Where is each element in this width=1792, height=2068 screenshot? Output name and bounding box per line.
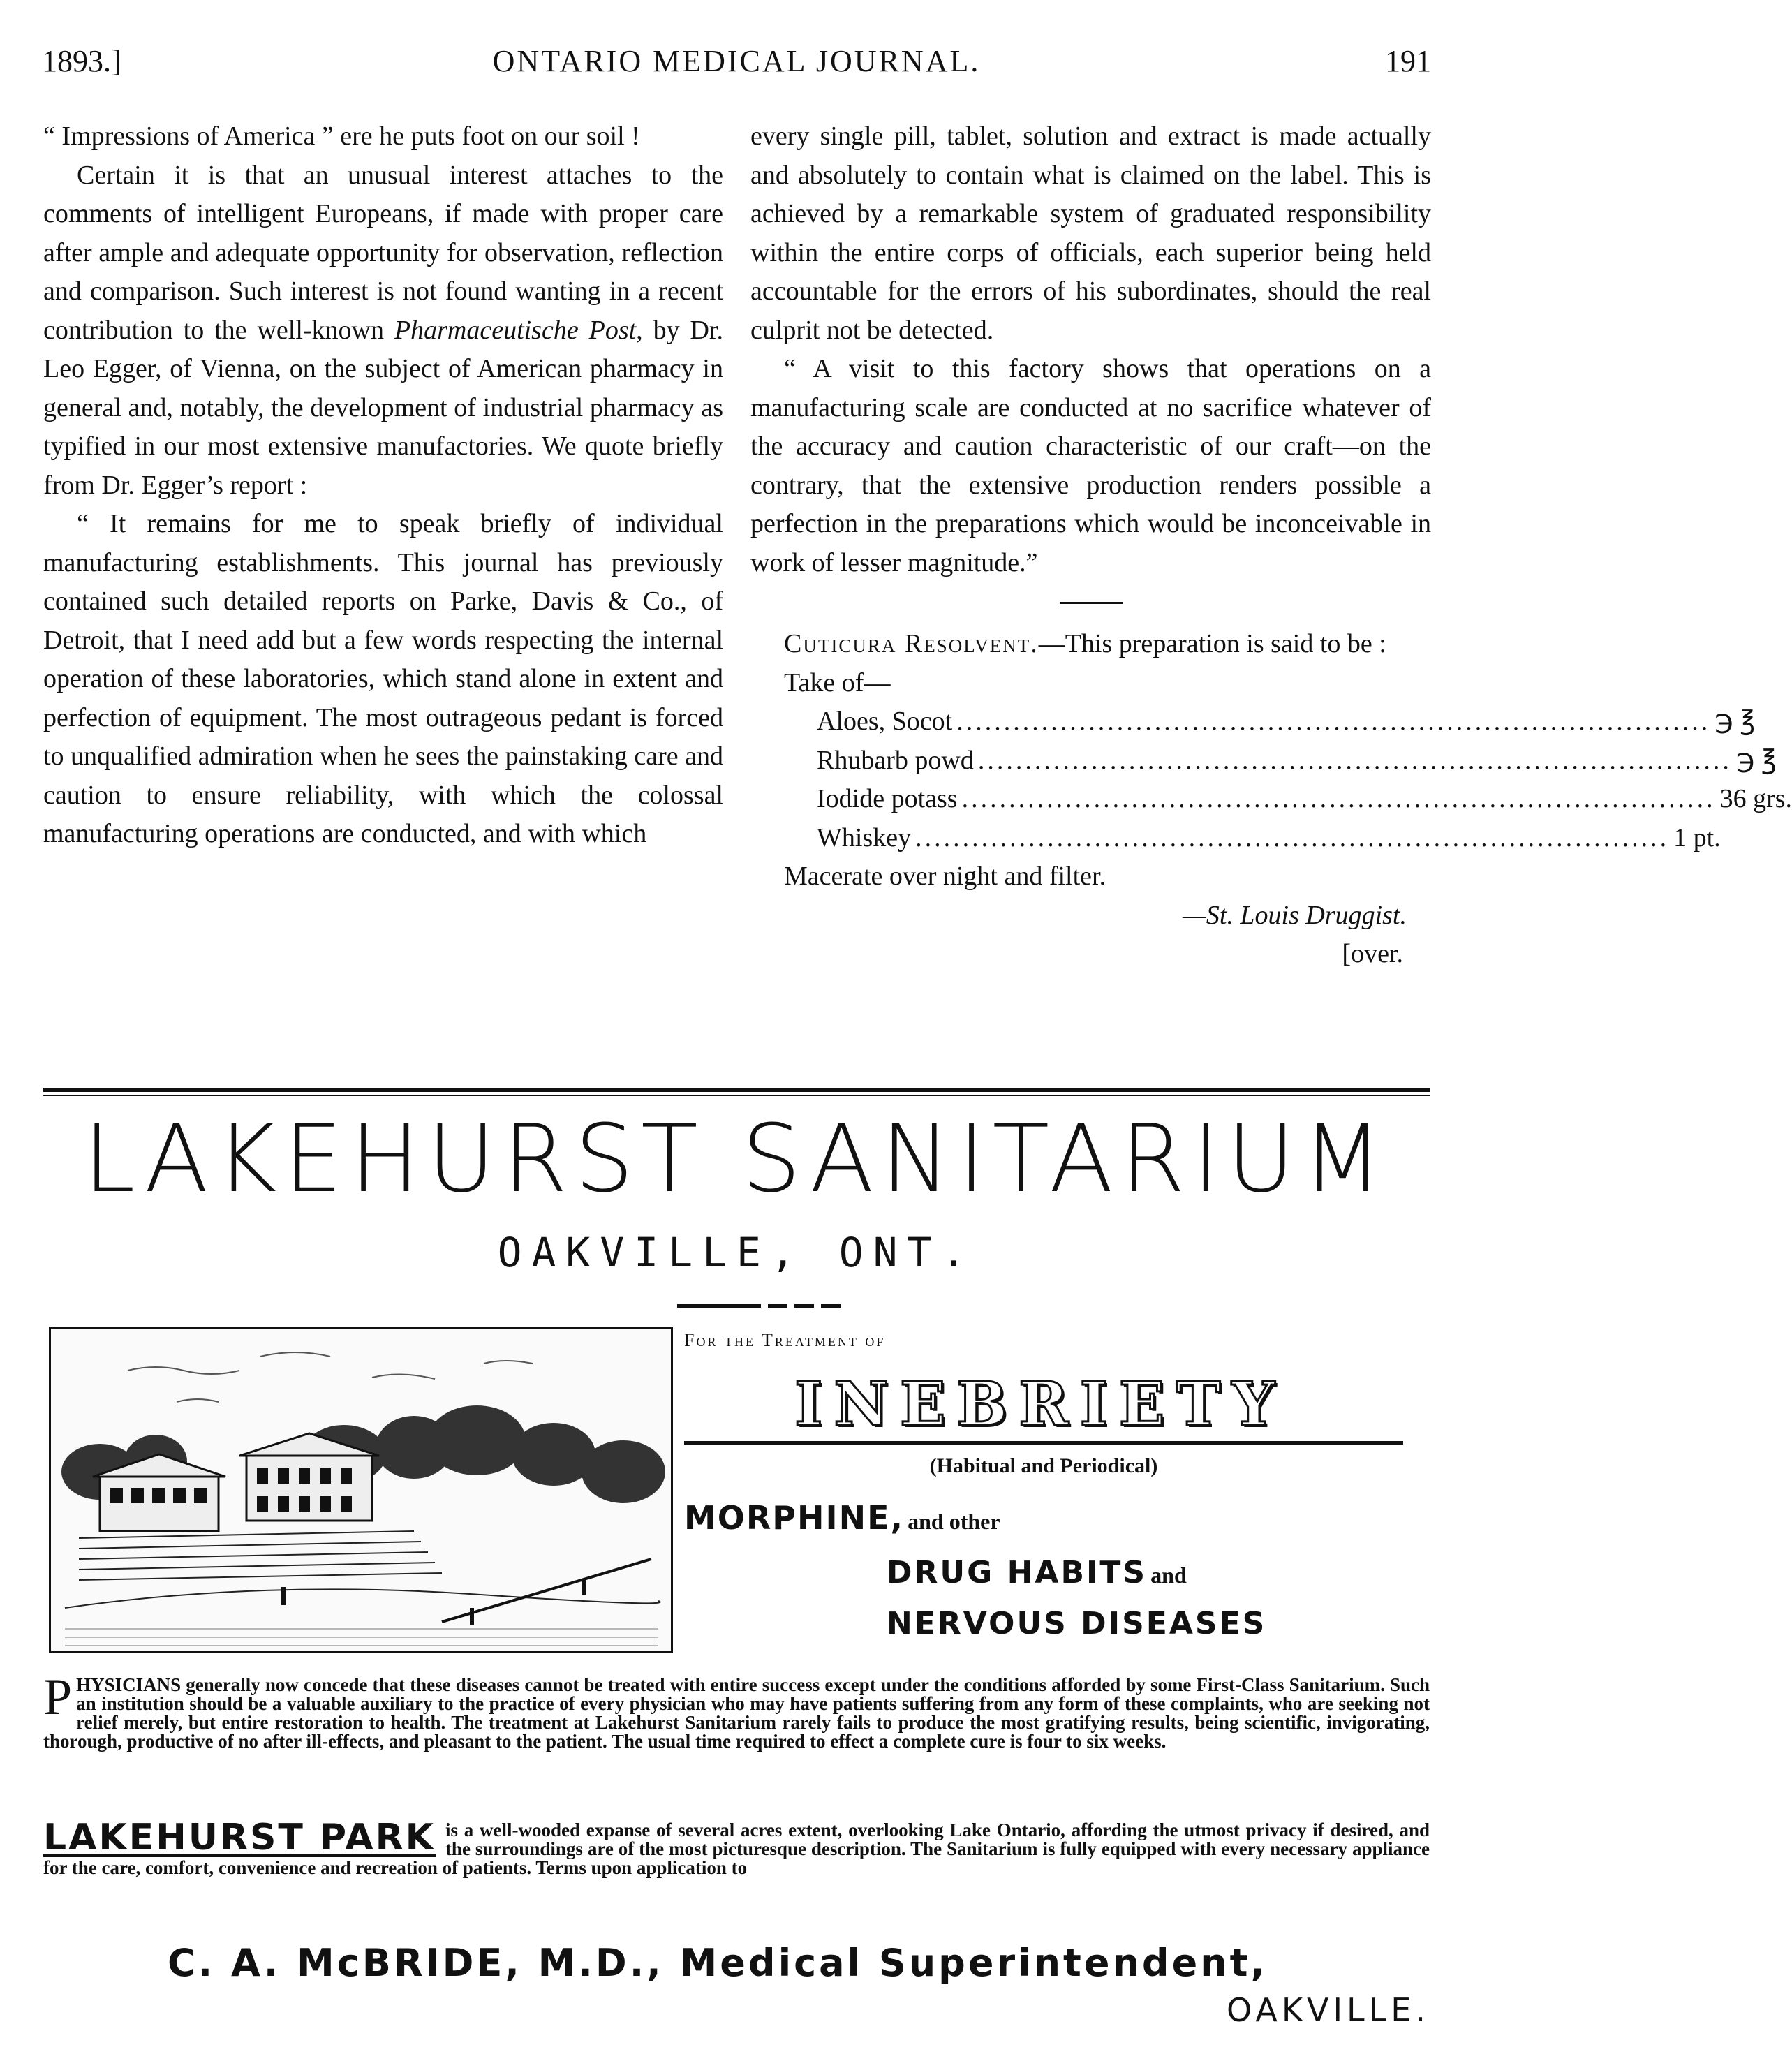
park-title: LAKEHURST PARK [43, 1817, 436, 1859]
terrace-line [79, 1552, 428, 1559]
tree [582, 1440, 665, 1503]
recipe-take-of: Take of— [784, 667, 891, 697]
ingredient-name: Rhubarb powd [817, 745, 974, 775]
terrace-line [79, 1542, 421, 1549]
window [173, 1488, 186, 1503]
header-year: 1893.] [42, 44, 121, 78]
window [341, 1496, 352, 1512]
separator-thin-rule [43, 1095, 1430, 1096]
for-treatment-label: For the Treatment of [684, 1330, 886, 1350]
park-paragraph [43, 1817, 1430, 1878]
dot-leader: ................................................................................ [915, 822, 1670, 852]
terrace-line [79, 1563, 435, 1570]
paragraph-text: Certain it is that an unusual interest attaches to the comments of intelligent Europeans, if made with proper care after ample and adequate opportunity for observation, reflection and comparison. Such interest is not found wanting in a recent contribution to the well-known [43, 160, 723, 345]
dash [677, 1304, 761, 1308]
paragraph-egger-quote: “ It remains for me to speak briefly of individual manufacturing establishments. This journal has previously contained such detailed reports on Parke, Davis & Co., of Detroit, that I need add but a few words respecting the internal operation of these laboratories, which stand alone in extent and perfection of equipment. The most outrageous pedant is forced to unqualified admiration when he sees the painstaking care and caution to ensure reliability, with which the colossal manufacturing operations are conducted, and with which [43, 509, 723, 848]
dash [794, 1304, 814, 1308]
recipe-heading-line [750, 625, 1431, 664]
dot-leader: ................................................................................ [961, 784, 1716, 813]
window [320, 1496, 331, 1512]
page-turn-marker: [over. [1342, 939, 1403, 968]
and-other-word: and other [908, 1508, 1000, 1534]
paragraph-text: , by Dr. Leo Egger, of Vienna, on the subject of American pharmacy in general and, notably, the development of industrial pharmacy as typified in our most extensive manufactories. We quote briefly from Dr. Egger’s report : [43, 315, 723, 500]
nervous-diseases-line: NERVOUS DISEASES [887, 1605, 1267, 1641]
cloud [484, 1361, 533, 1364]
recipe-ingredient [817, 780, 1792, 819]
section-divider [1060, 602, 1123, 604]
dash [821, 1304, 841, 1308]
paragraph-continuation: every single pill, tablet, solution and extract is made actually and absolutely to contain what is claimed on the label. This is achieved by a remarkable system of graduated responsibility within the entire corps of officials, each superior being held accountable for the errors of his subordinates, should the real culprit not be detected. [750, 121, 1431, 345]
window [257, 1496, 268, 1512]
inebriety-underline [684, 1441, 1403, 1445]
recipe-title: Cuticura Resolvent. [784, 629, 1039, 658]
ad-ornament-dashes [677, 1304, 887, 1308]
ingredient-quantity: ℈ ℥ [1735, 745, 1777, 775]
header-journal-title: ONTARIO MEDICAL JOURNAL. [492, 44, 981, 78]
physicians-text: HYSICIANS generally now concede that these diseases cannot be treated with entire success except under the conditions afforded by some First-Class Sanitarium. Such an institution should be a valuable auxiliary to the practice of every physician who may have patients suffering from any form of these complaints, who are seeking not relief merely, but entire restoration to health. The treatment at Lakehurst Sanitarium rarely fails to produce the most gratifying results, being scientific, invigorating, thorough, productive of no after ill-effects, and pleasant to the patient. The usual time required to effect a complete cure is four to six weeks. [43, 1674, 1430, 1752]
advertisement-separator [43, 1088, 1430, 1096]
figure [470, 1608, 474, 1625]
and-word: and [1150, 1562, 1187, 1588]
ad-title: LAKEHURST SANITARIUM [83, 1105, 1390, 1213]
superintendent-signature: C. A. McBRIDE, M.D., Medical Superintendent, [168, 1941, 1268, 1985]
recipe-ingredient [817, 702, 1756, 741]
window [131, 1488, 144, 1503]
drug-habits-word: DRUG HABITS [887, 1554, 1148, 1590]
ad-location: OAKVILLE, ONT. [497, 1229, 976, 1276]
cloud [372, 1374, 435, 1379]
sanitarium-illustration-svg [51, 1329, 671, 1651]
paragraph-factory-visit: “ A visit to this factory shows that operations on a manufacturing scale are conducted at no sacrifice whatever of the accuracy and caution characteristic of our craft—on the contrary, that the extensive production renders possible a perfection in the preparations which would be inconceivable in work of lesser magnitude.” [750, 354, 1431, 577]
window [278, 1496, 289, 1512]
header-page-number: 191 [1385, 44, 1431, 78]
window [299, 1468, 310, 1484]
figures [281, 1580, 586, 1625]
window [152, 1488, 165, 1503]
physicians-paragraph [43, 1669, 1430, 1752]
inebriety-heading: INEBRIETY [794, 1369, 1286, 1440]
signature-place: OAKVILLE. [1226, 1991, 1430, 2029]
window [110, 1488, 123, 1503]
dot-leader: ................................................................................ [977, 745, 1732, 775]
figure [281, 1587, 286, 1605]
paragraph-egger-intro [43, 156, 723, 505]
window [341, 1468, 352, 1484]
recipe-ingredient [817, 741, 1777, 781]
ingredient-quantity: 1 pt. [1673, 822, 1721, 852]
running-head [42, 43, 1431, 85]
ingredient-quantity: 36 grs. [1719, 784, 1792, 813]
lawn-edge [65, 1589, 660, 1608]
window [299, 1496, 310, 1512]
ad-treatment-block [684, 1330, 1438, 1641]
sanitarium-engraving [49, 1327, 673, 1653]
figure [582, 1580, 586, 1595]
cloud [177, 1399, 219, 1402]
window [194, 1488, 207, 1503]
terraced-garden [79, 1531, 442, 1580]
recipe-intro: —This preparation is said to be : [1038, 629, 1386, 658]
morphine-word: MORPHINE, [684, 1498, 905, 1537]
window [320, 1468, 331, 1484]
window [257, 1468, 268, 1484]
recipe-source: —St. Louis Druggist. [1183, 900, 1407, 930]
article-right-column [750, 117, 1792, 974]
ingredient-name: Whiskey [817, 822, 912, 852]
sky-clouds [128, 1352, 533, 1402]
ingredient-name: Iodide potass [817, 784, 958, 813]
recipe-ingredient [817, 819, 1721, 858]
park-text: is a well-wooded expanse of several acres extent, overlooking Lake Ontario, affording the utmost privacy if desired, and the surroundings are of the most picturesque description. The Sanitarium is fully equipped with every necessary appliance for the care, comfort, convenience and recreation of patients. Terms upon application to [43, 1819, 1430, 1878]
journal-name-italic: Pharmaceutische Post [394, 315, 637, 345]
tree [428, 1405, 526, 1475]
ground-hatching [65, 1629, 658, 1646]
habitual-periodical: (Habitual and Periodical) [929, 1454, 1158, 1477]
drug-habits-line [684, 1555, 1438, 1590]
terrace-line [79, 1573, 442, 1580]
dash [768, 1304, 787, 1308]
dot-leader: ................................................................................ [956, 707, 1711, 736]
recipe-instruction: Macerate over night and filter. [784, 862, 1106, 891]
recipe-ingredient-list [750, 702, 1792, 857]
drop-cap-letter: P [43, 1669, 73, 1726]
window [278, 1468, 289, 1484]
paragraph-impressions: “ Impressions of America ” ere he puts foot on our soil ! [43, 121, 640, 151]
ingredient-name: Aloes, Socot [817, 707, 953, 736]
cloud [128, 1367, 239, 1374]
separator-thick-rule [43, 1088, 1430, 1092]
morphine-line [684, 1499, 1438, 1537]
ingredient-quantity: ℈ ℥ [1715, 707, 1756, 736]
cloud [260, 1352, 330, 1357]
article-left-column [43, 117, 723, 854]
